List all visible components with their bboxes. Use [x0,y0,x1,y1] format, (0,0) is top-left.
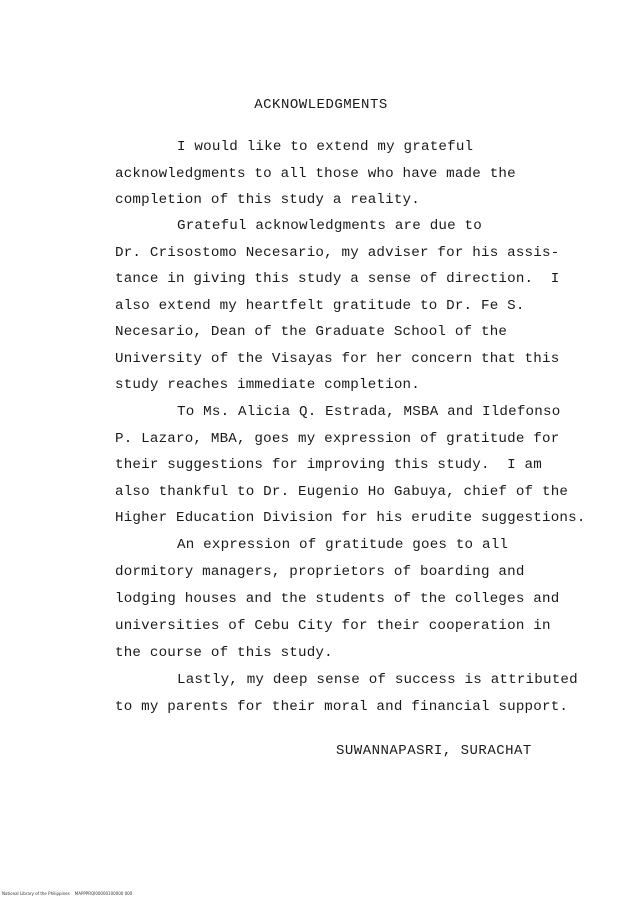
paragraph-line: Lastly, my deep sense of success is attributed [177,672,578,688]
paragraph-line: Grateful acknowledgments are due to [177,218,482,234]
paragraph-line: Dr. Crisostomo Necesario, my adviser for his assis- [115,245,560,261]
paragraph-line: their suggestions for improving this study. I am [115,457,542,473]
paragraph-line: to my parents for their moral and financial support. [115,699,569,715]
paragraph-line: dormitory managers, proprietors of boarding and [115,564,525,580]
paragraph-line: study reaches immediate completion. [115,377,420,393]
paragraph-line: also thankful to Dr. Eugenio Ho Gabuya, chief of the [115,484,569,500]
paragraph-line: To Ms. Alicia Q. Estrada, MSBA and Ildefonso [177,404,561,420]
paragraph-line: P. Lazaro, MBA, goes my expression of gratitude for [115,431,560,447]
paragraph-line: universities of Cebu City for their cooperation in [115,618,551,634]
paragraph-line: An expression of gratitude goes to all [177,537,509,553]
paragraph-line: I would like to extend my grateful [177,139,474,155]
paragraph-line: also extend my heartfelt gratitude to Dr. Fe S. [115,298,525,314]
signature: SUWANNAPASRI, SURACHAT [336,743,532,759]
footer-note: National Library of the Philippines MAPPPRQI00000100000 000 [2,891,133,896]
paragraph-line: Higher Education Division for his erudite suggestions. [115,510,586,526]
paragraph-line: tance in giving this study a sense of direction. I [115,271,560,287]
paragraph-line: University of the Visayas for her concern that this [115,351,560,367]
paragraph-line: the course of this study. [115,645,333,661]
paragraph-line: lodging houses and the students of the colleges and [115,591,560,607]
page-title: ACKNOWLEDGMENTS [254,97,388,113]
paragraph-line: Necesario, Dean of the Graduate School of the [115,324,508,340]
paragraph-line: completion of this study a reality. [115,192,420,208]
paragraph-line: acknowledgments to all those who have made the [115,166,516,182]
